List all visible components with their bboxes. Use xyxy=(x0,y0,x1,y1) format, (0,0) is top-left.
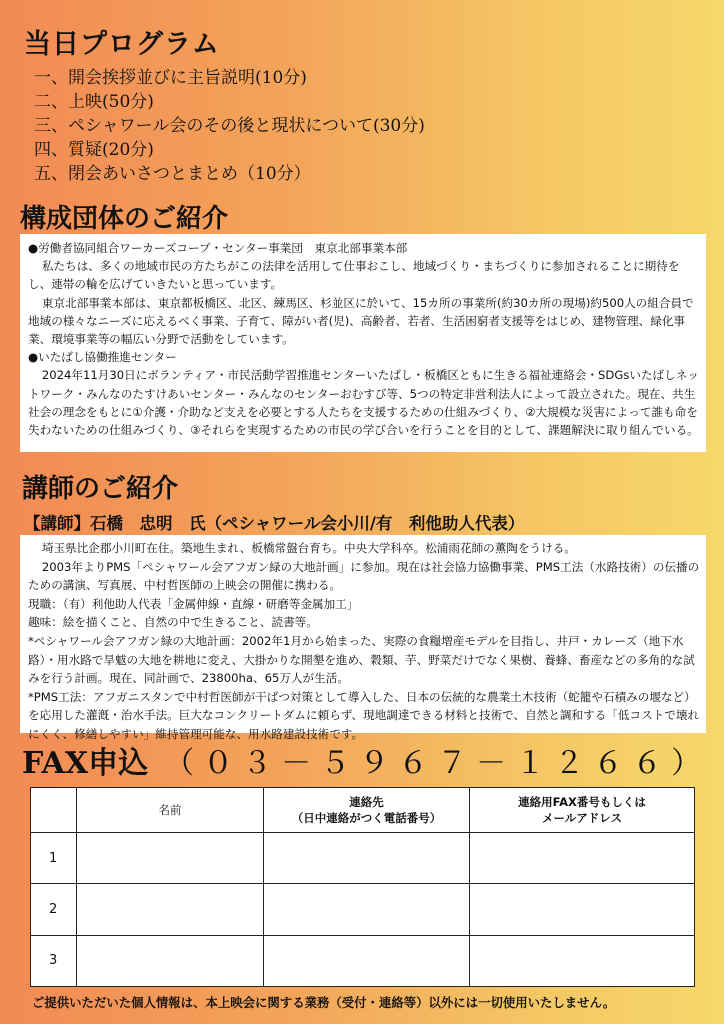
form-name-cell[interactable] xyxy=(77,935,264,986)
lecturer-paragraph: *PMS工法：アフガニスタンで中村哲医師が干ばつ対策として導入した、日本の伝統的な農業土木技術（蛇籠や石積みの堰など）を応用した灌漑・治水手法。巨大なコンクリートダムに頼らず、現地調達できる材料と技術で、自然と調和する「低コストで壊れにくく、修繕しやすい」維持管理可能な、用水路建設技術です。 xyxy=(28,689,700,741)
form-fax-email-cell[interactable] xyxy=(470,884,695,935)
form-phone-cell[interactable] xyxy=(264,833,470,884)
groups-box xyxy=(20,234,706,452)
form-header-contact-line2: （日中連絡がつく電話番号） xyxy=(291,811,442,825)
application-form xyxy=(30,787,695,987)
form-header-fax-line2: メールアドレス xyxy=(542,811,622,825)
lecturer-box xyxy=(20,535,706,741)
form-name-cell[interactable] xyxy=(77,833,264,884)
program-item: 三、ペシャワール会のその後と現状について(30分) xyxy=(34,116,425,136)
form-fax-email-cell[interactable] xyxy=(470,935,695,986)
lecturer-title: 講師のご紹介 xyxy=(22,474,179,504)
form-row-number: 2 xyxy=(31,884,77,935)
program-item: 四、質疑(20分) xyxy=(34,140,154,160)
form-fax-email-cell[interactable] xyxy=(470,833,695,884)
program-item: 五、閉会あいさつとまとめ（10分） xyxy=(34,164,311,184)
form-row xyxy=(31,935,695,986)
group-paragraph: 私たちは、多くの地域市民の方たちがこの法律を活用して仕事おこし、地域づくり・まちづくりに参加されることに期待をし、連帯の輪を広げていきたいと思っています。 xyxy=(28,259,680,292)
privacy-note: ご提供いただいた個人情報は、本上映会に関する業務（受付・連絡等）以外には一切使用いたしません。 xyxy=(32,995,616,1010)
form-row xyxy=(31,833,695,884)
fax-number: （０３－５９６７－１２６６） xyxy=(164,746,711,781)
fax-label: FAX申込 xyxy=(22,746,149,781)
group-heading: ●労働者協同組合ワーカーズコープ・センター事業団 東京北部事業本部 xyxy=(28,241,408,255)
group-paragraph: 東京北部事業本部は、東京都板橋区、北区、練馬区、杉並区に於いて、15カ所の事業所(約30カ所の現場)約500人の組合員で地域の様々なニーズに応えるべく事業、子育て、障がい者(児)、高齢者、若者、生活困窮者支援等をはじめ、建物管理、緑化事業、環境事業等の幅広い分野で活動をしています。 xyxy=(28,295,694,347)
form-name-cell[interactable] xyxy=(77,884,264,935)
form-row xyxy=(31,884,695,935)
form-header-contact xyxy=(264,788,470,833)
form-header-fax xyxy=(470,788,695,833)
fax-heading xyxy=(22,738,710,782)
lecturer-paragraph: 埼玉県比企郡小川町在住。築地生まれ、板橋常盤台育ち。中央大学科卒。松浦雨花師の薫陶をうける。 xyxy=(41,541,576,555)
form-row-number: 3 xyxy=(31,935,77,986)
group-paragraph: 2024年11月30日にボランティア・市民活動学習推進センターいたばし・板橋区ともに生きる福祉連絡会・SDGsいたばしネットワーク・みんなのたすけあいセンター・みんなのセンターおむすび等、5つの特定非営利法人によって設立された。現在、共生社会の理念をもとに①介護・介助など支えを必要とする人たちを支援するための仕組みづくり、②大規模な災害によって誰も命を失わないための仕組みづくり、③それらを実現するための市民の学び合いを行うことを目的として、課題解決に取り組んでいる。 xyxy=(28,368,699,438)
lecturer-name: 【講師】石橋 忠明 氏（ペシャワール会小川/有 利他助人代表） xyxy=(24,514,525,533)
form-header-name: 名前 xyxy=(77,788,264,833)
form-phone-cell[interactable] xyxy=(264,884,470,935)
groups-title: 構成団体のご紹介 xyxy=(20,204,229,234)
form-row-number: 1 xyxy=(31,833,77,884)
program-item: 一、開会挨拶並びに主旨説明(10分) xyxy=(34,68,307,88)
lecturer-paragraph: 2003年よりPMS「ペシャワール会アフガン緑の大地計画」に参加。現在は社会協力協働事業、PMS工法（水路技術）の伝播のための講演、写真展、中村哲医師の上映会の開催に携わる。 xyxy=(28,559,700,593)
group-heading: ●いたばし協働推進センター xyxy=(28,350,177,365)
form-header-row xyxy=(31,788,695,833)
form-header-contact-line1: 連絡先 xyxy=(349,795,384,809)
form-corner-cell xyxy=(31,788,77,833)
program-list xyxy=(34,66,425,186)
lecturer-paragraph: 趣味：絵を描くこと、自然の中で生きること、読書等。 xyxy=(28,615,318,630)
form-header-fax-line1: 連絡用FAX番号もしくは xyxy=(518,795,646,809)
program-title: 当日プログラム xyxy=(24,29,220,60)
form-phone-cell[interactable] xyxy=(264,935,470,986)
program-item: 二、上映(50分) xyxy=(34,92,154,112)
lecturer-paragraph: *ペシャワール会アフガン緑の大地計画：2002年1月から始まった、実際の食糧増産モデルを目指し、井戸・カレーズ（地下水路）・用水路で旱魃の大地を耕地に変え、大掛かりな開墾を進め、穀類、芋、野菜だけでなく果樹、養蜂、畜産などの多角的な試みを行う計画。現在、同計画で、23800ha、65万人が生活。 xyxy=(28,633,695,686)
lecturer-paragraph: 現職：（有）利他助人代表「金属伸線・直線・研磨等金属加工」 xyxy=(28,596,359,611)
